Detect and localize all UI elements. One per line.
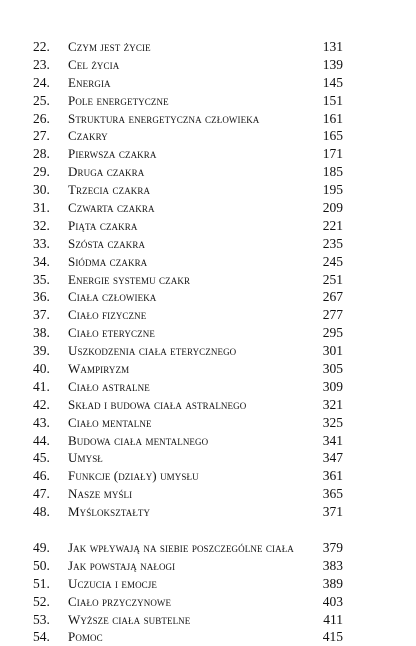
toc-entry	[33, 38, 343, 56]
toc-entry	[33, 414, 343, 432]
toc-entry-title: Skład i budowa ciała astralnego	[68, 396, 247, 412]
toc-entry-title: Szósta czakra	[68, 235, 146, 251]
toc-entry-number: 27.	[33, 128, 50, 144]
toc-entry	[33, 503, 343, 521]
toc-entry-title: Jak powstają nałogi	[68, 557, 176, 573]
toc-entry-number: 32.	[33, 217, 50, 233]
toc-entry-title: Pomoc	[68, 629, 103, 645]
toc-entry-page: 403	[322, 593, 343, 609]
toc-entry-page: 195	[322, 182, 343, 198]
toc-entry	[33, 110, 343, 128]
toc-entry	[33, 324, 343, 342]
toc-entry-title: Jak wpływają na siebie poszczególne ciała	[68, 539, 294, 555]
toc-entry	[33, 485, 343, 503]
toc-entry-title: Umysł	[68, 450, 103, 466]
toc-entry-page: 151	[322, 92, 343, 108]
toc-entry-number: 25.	[33, 92, 50, 108]
toc-entry-title: Pole energetyczne	[68, 92, 169, 108]
toc-entry	[33, 521, 343, 557]
toc-entry-page: 325	[322, 414, 343, 430]
toc-entry-number: 37.	[33, 307, 50, 323]
toc-entry	[33, 199, 343, 217]
toc-entry-page: 221	[322, 217, 343, 233]
toc-entry-title: Czwarta czakra	[68, 200, 155, 215]
toc-entry-page: 389	[322, 575, 343, 591]
toc-entry-number: 39.	[33, 343, 50, 359]
toc-entry-title: Ciało eteryczne	[68, 325, 155, 341]
toc-entry	[33, 449, 343, 467]
toc-entry-page: 185	[322, 164, 343, 180]
toc-entry	[33, 342, 343, 360]
toc-entry-title: Siódma czakra	[68, 253, 148, 269]
toc-entry	[33, 396, 343, 414]
toc-entry	[33, 467, 343, 485]
toc-entry-title: Ciało przyczynowe	[68, 593, 172, 609]
toc-entry-page: 131	[322, 38, 343, 54]
toc-entry-title: Struktura energetyczna człowieka	[68, 110, 260, 126]
toc-entry-title: Ciało mentalne	[68, 414, 152, 430]
toc-entry-page: 309	[322, 378, 343, 394]
toc-entry-number: 34.	[33, 253, 50, 269]
toc-entry	[33, 432, 343, 450]
toc-entry	[33, 145, 343, 163]
toc-entry-number: 31.	[33, 200, 50, 215]
toc-entry	[33, 378, 343, 396]
toc-entry-page: 365	[322, 486, 343, 502]
toc-entry-number: 36.	[33, 289, 50, 305]
toc-entry-title: Uczucia i emocje	[68, 575, 157, 591]
toc-entry-title: Energie systemu czakr	[68, 271, 191, 287]
toc-entry-page: 251	[322, 271, 343, 287]
toc-entry-number: 54.	[33, 629, 50, 645]
toc-entry	[33, 56, 343, 74]
toc-entry-title: Ciało astralne	[68, 378, 150, 394]
toc-entry	[33, 557, 343, 575]
toc-entry-number: 42.	[33, 396, 50, 412]
toc-entry-number: 41.	[33, 378, 50, 394]
toc-entry	[33, 235, 343, 253]
toc-entry	[33, 74, 343, 92]
toc-entry-page: 165	[322, 128, 343, 144]
toc-entry	[33, 127, 343, 145]
toc-entry-number: 46.	[33, 468, 50, 484]
toc-entry-number: 35.	[33, 271, 50, 287]
toc-entry-title: Trzecia czakra	[68, 182, 151, 198]
toc-entry-page: 171	[322, 146, 343, 162]
toc-entry	[33, 217, 343, 235]
toc-entry-page: 371	[322, 504, 343, 520]
toc-entry-number: 38.	[33, 325, 50, 341]
toc-entry-page: 347	[322, 450, 343, 466]
toc-entry-title: Wampiryzm	[68, 361, 130, 377]
toc-entry-page: 277	[322, 307, 343, 323]
toc-entry-title: Nasze myśli	[68, 486, 133, 502]
toc-entry-number: 47.	[33, 486, 50, 502]
toc-entry-title: Cel życia	[68, 56, 120, 72]
toc-entry-page: 161	[322, 110, 343, 126]
toc-entry-number: 53.	[33, 611, 50, 627]
toc-entry-number: 45.	[33, 450, 50, 466]
toc-entry	[33, 253, 343, 271]
toc-entry	[33, 593, 343, 611]
toc-entry-title: Pierwsza czakra	[68, 146, 157, 162]
toc-entry-title: Ciała człowieka	[68, 289, 157, 305]
toc-entry-page: 209	[322, 200, 343, 215]
toc-entry	[33, 288, 343, 306]
toc-entry-title: Myślokształty	[68, 504, 151, 520]
table-of-contents	[33, 38, 343, 646]
toc-entry-page: 235	[322, 235, 343, 251]
toc-entry-page: 301	[322, 343, 343, 359]
toc-entry-page: 245	[322, 253, 343, 269]
toc-entry-number: 33.	[33, 235, 50, 251]
toc-entry-number: 22.	[33, 38, 50, 54]
toc-entry-number: 52.	[33, 593, 50, 609]
toc-entry-page: 383	[322, 557, 343, 573]
toc-entry	[33, 360, 343, 378]
toc-entry-title: Czym jest życie	[68, 38, 151, 54]
toc-entry-page: 415	[322, 629, 343, 645]
toc-entry-number: 29.	[33, 164, 50, 180]
toc-entry	[33, 92, 343, 110]
toc-entry-number: 26.	[33, 110, 50, 126]
toc-entry	[33, 271, 343, 289]
toc-entry-title: Druga czakra	[68, 164, 145, 180]
toc-entry-title: Wyższe ciała subtelne	[68, 611, 191, 627]
toc-entry-number: 28.	[33, 146, 50, 162]
toc-entry	[33, 306, 343, 324]
toc-entry	[33, 181, 343, 199]
toc-entry-title: Energia	[68, 74, 111, 90]
toc-entry-number: 50.	[33, 557, 50, 573]
toc-entry-number: 40.	[33, 361, 50, 377]
toc-entry-page: 379	[322, 539, 343, 555]
toc-entry-number: 48.	[33, 504, 50, 520]
toc-entry-number: 30.	[33, 182, 50, 198]
toc-entry-number: 23.	[33, 56, 50, 72]
toc-entry-page: 295	[322, 325, 343, 341]
toc-entry	[33, 611, 343, 629]
toc-entry-title: Ciało fizyczne	[68, 307, 147, 323]
toc-entry-page: 321	[322, 396, 343, 412]
toc-entry	[33, 628, 343, 646]
toc-entry-page: 139	[322, 56, 343, 72]
toc-entry-number: 24.	[33, 74, 50, 90]
toc-entry-page: 305	[322, 361, 343, 377]
toc-entry-title: Funkcje (działy) umysłu	[68, 468, 199, 484]
toc-entry-number: 51.	[33, 575, 50, 591]
toc-entry-page: 267	[322, 289, 343, 305]
toc-entry-title: Budowa ciała mentalnego	[68, 432, 209, 448]
toc-entry-page: 341	[322, 432, 343, 448]
toc-entry-title: Uszkodzenia ciała eterycznego	[68, 343, 237, 359]
toc-entry-number: 44.	[33, 432, 50, 448]
toc-entry-page: 145	[322, 74, 343, 90]
toc-entry-number: 43.	[33, 414, 50, 430]
toc-entry-page: 411	[323, 611, 343, 627]
toc-entry-title: Piąta czakra	[68, 217, 138, 233]
toc-entry-number: 49.	[33, 539, 50, 555]
toc-entry-title: Czakry	[68, 128, 108, 144]
toc-entry-page: 361	[322, 468, 343, 484]
toc-entry	[33, 163, 343, 181]
